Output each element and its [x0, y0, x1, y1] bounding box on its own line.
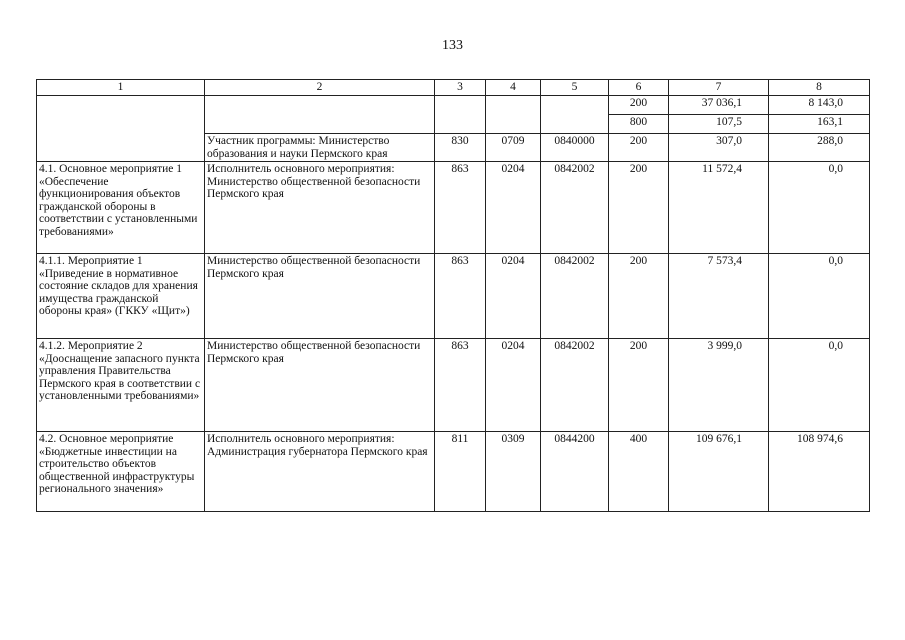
table-cell-expense-type: 200	[609, 339, 669, 432]
table-cell-section	[486, 96, 541, 134]
table-cell-expense-type: 800	[609, 115, 669, 134]
table-cell-responsible: Министерство общественной безопасности Пермского края	[205, 254, 435, 339]
table-cell-section: 0309	[486, 432, 541, 512]
table-cell-amount-2: 0,0	[769, 254, 870, 339]
table-cell-section: 0709	[486, 134, 541, 162]
table-cell-target: 0844200	[541, 432, 609, 512]
table-cell-amount-1: 11 572,4	[669, 162, 769, 254]
table-cell-responsible: Исполнитель основного мероприятия: Администрация губернатора Пермского края	[205, 432, 435, 512]
table-cell-code: 863	[435, 162, 486, 254]
table-cell-amount-2: 288,0	[769, 134, 870, 162]
column-header: 3	[435, 80, 486, 96]
table-cell-section: 0204	[486, 339, 541, 432]
column-header: 7	[669, 80, 769, 96]
column-header: 4	[486, 80, 541, 96]
table-cell-amount-1: 3 999,0	[669, 339, 769, 432]
table-cell-expense-type: 200	[609, 96, 669, 115]
table-cell-target	[541, 96, 609, 134]
table-cell-expense-type: 400	[609, 432, 669, 512]
budget-table	[36, 79, 870, 512]
table-row	[37, 339, 870, 432]
table-cell-amount-1: 37 036,1	[669, 96, 769, 115]
table-row	[37, 96, 870, 115]
table-cell-code: 811	[435, 432, 486, 512]
table-cell-expense-type: 200	[609, 134, 669, 162]
table-cell-target: 0840000	[541, 134, 609, 162]
table-row	[37, 432, 870, 512]
table-cell-amount-2: 108 974,6	[769, 432, 870, 512]
table-cell-expense-type: 200	[609, 254, 669, 339]
table-cell-expense-type: 200	[609, 162, 669, 254]
column-header: 6	[609, 80, 669, 96]
table-row	[37, 162, 870, 254]
table-cell-target: 0842002	[541, 339, 609, 432]
table-cell-responsible: Исполнитель основного мероприятия: Министерство общественной безопасности Пермского края	[205, 162, 435, 254]
table-cell-code: 863	[435, 339, 486, 432]
table-cell-activity: 4.1.1. Мероприятие 1 «Приведение в нормативное состояние складов для хранения имущества гражданской обороны края» (ГККУ «Щит»)	[37, 254, 205, 339]
column-header: 8	[769, 80, 870, 96]
table-cell-code: 863	[435, 254, 486, 339]
table-row	[37, 254, 870, 339]
column-header: 5	[541, 80, 609, 96]
column-header: 1	[37, 80, 205, 96]
table-cell-activity: 4.1.2. Мероприятие 2 «Дооснащение запасного пункта управления Правительства Пермского края в соответствии с установленными требованиями»	[37, 339, 205, 432]
table-cell-section: 0204	[486, 162, 541, 254]
table-cell-target: 0842002	[541, 254, 609, 339]
table-cell-responsible: Министерство общественной безопасности Пермского края	[205, 339, 435, 432]
table-cell-code	[435, 96, 486, 134]
table-cell-target: 0842002	[541, 162, 609, 254]
table-cell-activity	[37, 96, 205, 162]
table-cell-amount-2: 8 143,0	[769, 96, 870, 115]
table-cell-code: 830	[435, 134, 486, 162]
table-cell-section: 0204	[486, 254, 541, 339]
table-cell-activity: 4.2. Основное мероприятие «Бюджетные инвестиции на строительство объектов общественной инфраструктуры регионального значения»	[37, 432, 205, 512]
table-cell-activity: 4.1. Основное мероприятие 1 «Обеспечение функционирования объектов гражданской обороны в соответствии с установленными требованиями»	[37, 162, 205, 254]
table-cell-amount-1: 7 573,4	[669, 254, 769, 339]
table-cell-responsible: Участник программы: Министерство образования и науки Пермского края	[205, 134, 435, 162]
table-cell-amount-1: 109 676,1	[669, 432, 769, 512]
table-cell-amount-1: 307,0	[669, 134, 769, 162]
table-header-row	[37, 80, 870, 96]
table-cell-amount-2: 0,0	[769, 339, 870, 432]
table-cell-amount-2: 0,0	[769, 162, 870, 254]
table-cell-responsible	[205, 96, 435, 134]
table-cell-amount-1: 107,5	[669, 115, 769, 134]
column-header: 2	[205, 80, 435, 96]
table-cell-amount-2: 163,1	[769, 115, 870, 134]
page-number: 133	[442, 38, 463, 53]
